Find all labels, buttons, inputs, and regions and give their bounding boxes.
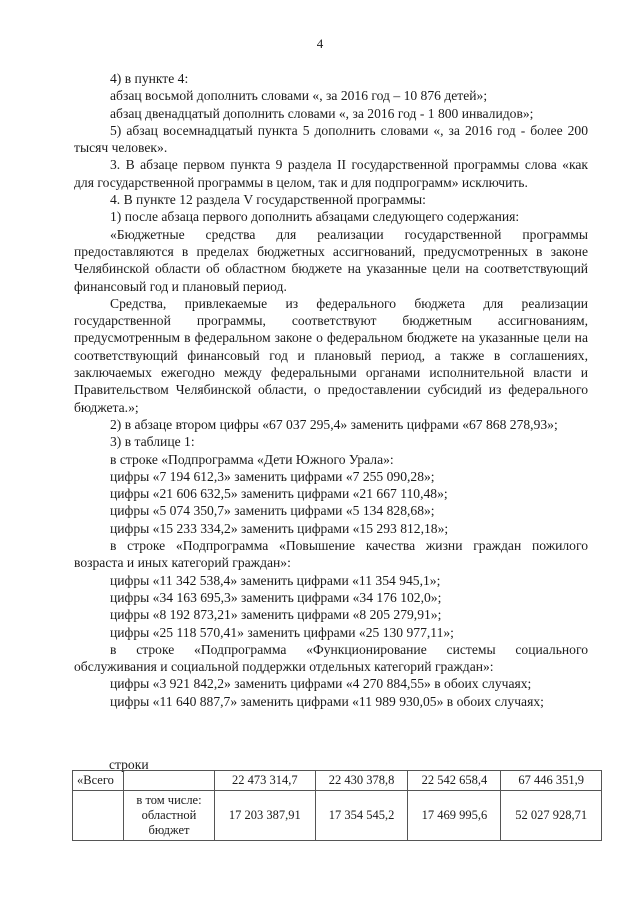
paragraph: «Бюджетные средства для реализации государственной программы предоставляются в пределах бюджетных ассигнований, предусмотренных в законе Челябинской области об областном бюджете на указанные цели на соответствующий финансовый год и плановый период. bbox=[74, 226, 588, 294]
paragraph: цифры «25 118 570,41» заменить цифрами «25 130 977,11»; bbox=[110, 624, 454, 640]
paragraph: в строке «Подпрограмма «Повышение качества жизни граждан пожилого возраста и иных категорий граждан»: bbox=[74, 538, 588, 571]
paragraph: цифры «3 921 842,2» заменить цифрами «4 270 884,55» в обоих случаях; bbox=[110, 676, 532, 692]
paragraph: цифры «15 233 334,2» заменить цифрами «15 293 812,18»; bbox=[110, 520, 449, 536]
rows-label: строки bbox=[109, 757, 149, 772]
paragraph: 3) в таблице 1: bbox=[110, 434, 195, 450]
paragraph: 4) в пункте 4: bbox=[110, 71, 189, 86]
paragraph: 1) после абзаца первого дополнить абзацами следующего содержания: bbox=[110, 209, 520, 225]
paragraph: цифры «21 606 632,5» заменить цифрами «21 667 110,48»; bbox=[110, 486, 448, 502]
table-cell: 17 354 545,2 bbox=[315, 791, 408, 841]
paragraph: цифры «5 074 350,7» заменить цифрами «5 134 828,68»; bbox=[110, 503, 435, 519]
paragraph: цифры «8 192 873,21» заменить цифрами «8 205 279,91»; bbox=[110, 607, 442, 623]
paragraph: в строке «Подпрограмма «Дети Южного Урала»: bbox=[110, 451, 394, 467]
document-body bbox=[74, 70, 588, 710]
paragraph: 2) в абзаце втором цифры «67 037 295,4» заменить цифрами «67 868 278,93»; bbox=[110, 416, 558, 432]
paragraph: абзац двенадцатый дополнить словами «, за 2016 год - 1 800 инвалидов»; bbox=[110, 105, 534, 121]
table-cell: 22 430 378,8 bbox=[315, 771, 408, 791]
table-cell: в том числе: областной бюджет bbox=[124, 791, 215, 841]
paragraph: цифры «7 194 612,3» заменить цифрами «7 255 090,28»; bbox=[110, 468, 435, 484]
paragraph: 3. В абзаце первом пункта 9 раздела II государственной программы слова «как для государственной программы в целом, так и для подпрограмм» исключить. bbox=[74, 157, 588, 190]
paragraph: цифры «11 640 887,7» заменить цифрами «11 989 930,05» в обоих случаях; bbox=[110, 693, 544, 709]
paragraph: 4. В пункте 12 раздела V государственной программы: bbox=[110, 192, 426, 208]
table-cell: 52 027 928,71 bbox=[501, 791, 602, 841]
table-cell: 67 446 351,9 bbox=[501, 771, 602, 791]
table-cell: 17 203 387,91 bbox=[215, 791, 316, 841]
paragraph: в строке «Подпрограмма «Функционирование системы социального обслуживания и социальной поддержки отдельных категорий граждан»: bbox=[74, 641, 588, 675]
table-cell bbox=[124, 771, 215, 791]
paragraph: абзац восьмой дополнить словами «, за 2016 год – 10 876 детей»; bbox=[110, 88, 488, 104]
budget-table bbox=[72, 770, 602, 841]
table-cell: «Всего bbox=[73, 771, 124, 791]
table-row bbox=[73, 791, 602, 841]
paragraph: 5) абзац восемнадцатый пункта 5 дополнить словами «, за 2016 год - более 200 тысяч человек». bbox=[74, 122, 588, 156]
table-row bbox=[73, 771, 602, 791]
paragraph: Средства, привлекаемые из федерального бюджета для реализации государственной программы, соответствуют бюджетным ассигнованиям, предусмотренным в федеральном законе о федеральном бюджете на указанные цели на соответствующий финансовый год и плановый период, а также в соглашениях, заключаемых ежегодно между федеральными органами исполнительной власти и Правительством Челябинской области, о предоставлении субсидий из федерального бюджета.»; bbox=[74, 295, 588, 415]
paragraph: цифры «34 163 695,3» заменить цифрами «34 176 102,0»; bbox=[110, 589, 442, 605]
table-cell bbox=[73, 791, 124, 841]
table-cell: 17 469 995,6 bbox=[408, 791, 501, 841]
paragraph: цифры «11 342 538,4» заменить цифрами «11 354 945,1»; bbox=[110, 572, 441, 588]
table-cell: 22 542 658,4 bbox=[408, 771, 501, 791]
table-cell: 22 473 314,7 bbox=[215, 771, 316, 791]
page-number: 4 bbox=[316, 36, 324, 51]
